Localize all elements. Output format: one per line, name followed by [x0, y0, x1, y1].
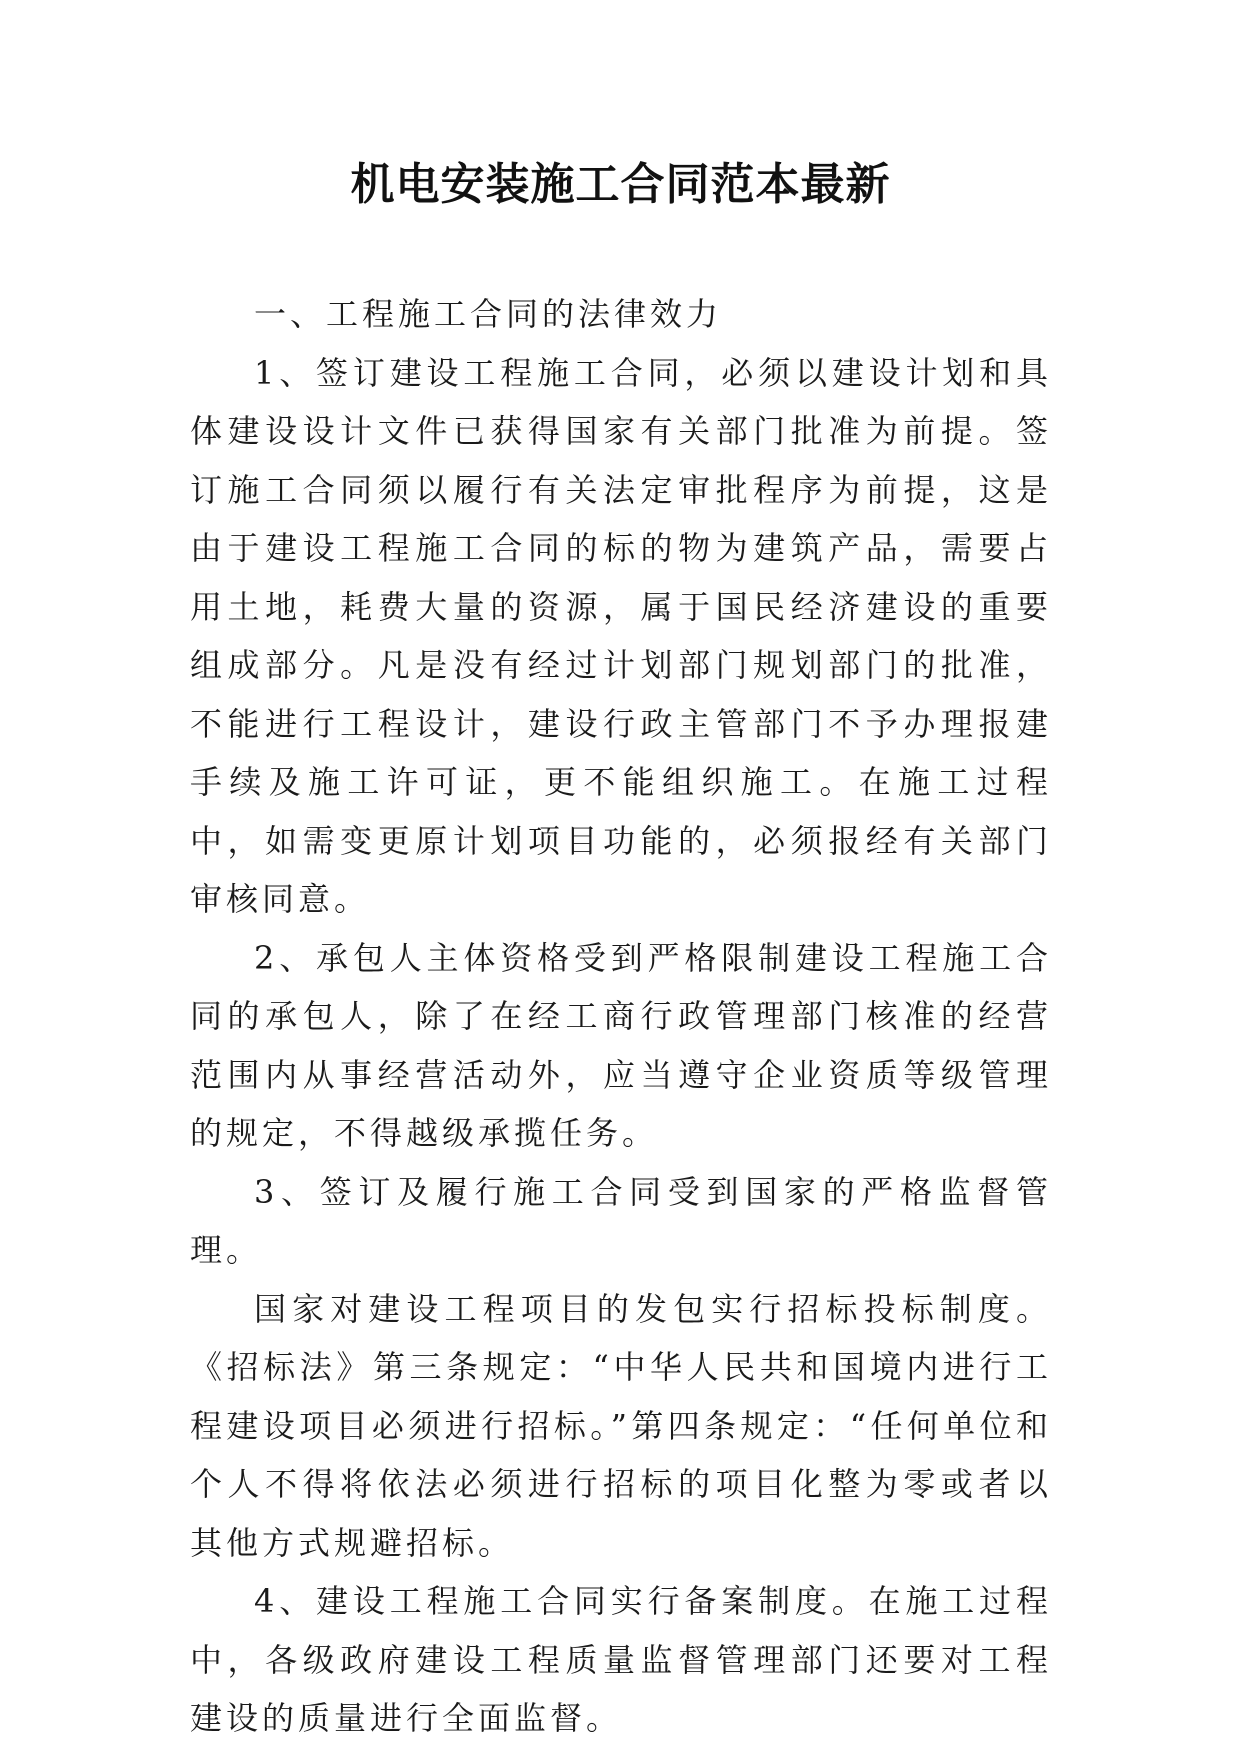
paragraph-item-4: 4、建设工程施工合同实行备案制度。在施工过程中，各级政府建设工程质量监督管理部门还要对工程建设的质量进行全面监督。	[190, 1582, 1052, 1737]
paragraph-bidding-law: 国家对建设工程项目的发包实行招标投标制度。《招标法》第三条规定：“中华人民共和国境内进行工程建设项目必须进行招标。”第四条规定：“任何单位和个人不得将依法必须进行招标的项目化整为零或者以其他方式规避招标。	[190, 1289, 1052, 1562]
paragraph-item-3: 3、签订及履行施工合同受到国家的严格监督管理。	[190, 1172, 1052, 1269]
paragraph-item-1: 1、签订建设工程施工合同，必须以建设计划和具体建设设计文件已获得国家有关部门批准为前提。签订施工合同须以履行有关法定审批程序为前提，这是由于建设工程施工合同的标的物为建筑产品，需要占用土地，耗费大量的资源，属于国民经济建设的重要组成部分。凡是没有经过计划部门规划部门的批准，不能进行工程设计，建设行政主管部门不予办理报建手续及施工许可证，更不能组织施工。在施工过程中，如需变更原计划项目功能的，必须报经有关部门审核同意。	[190, 353, 1052, 918]
paragraph-item-2: 2、承包人主体资格受到严格限制建设工程施工合同的承包人，除了在经工商行政管理部门核准的经营范围内从事经营活动外，应当遵守企业资质等级管理的规定，不得越级承揽任务。	[190, 938, 1052, 1152]
document-body	[190, 285, 1052, 1748]
section-heading: 一、工程施工合同的法律效力	[254, 295, 723, 333]
document-title: 机电安装施工合同范本最新	[350, 159, 891, 210]
